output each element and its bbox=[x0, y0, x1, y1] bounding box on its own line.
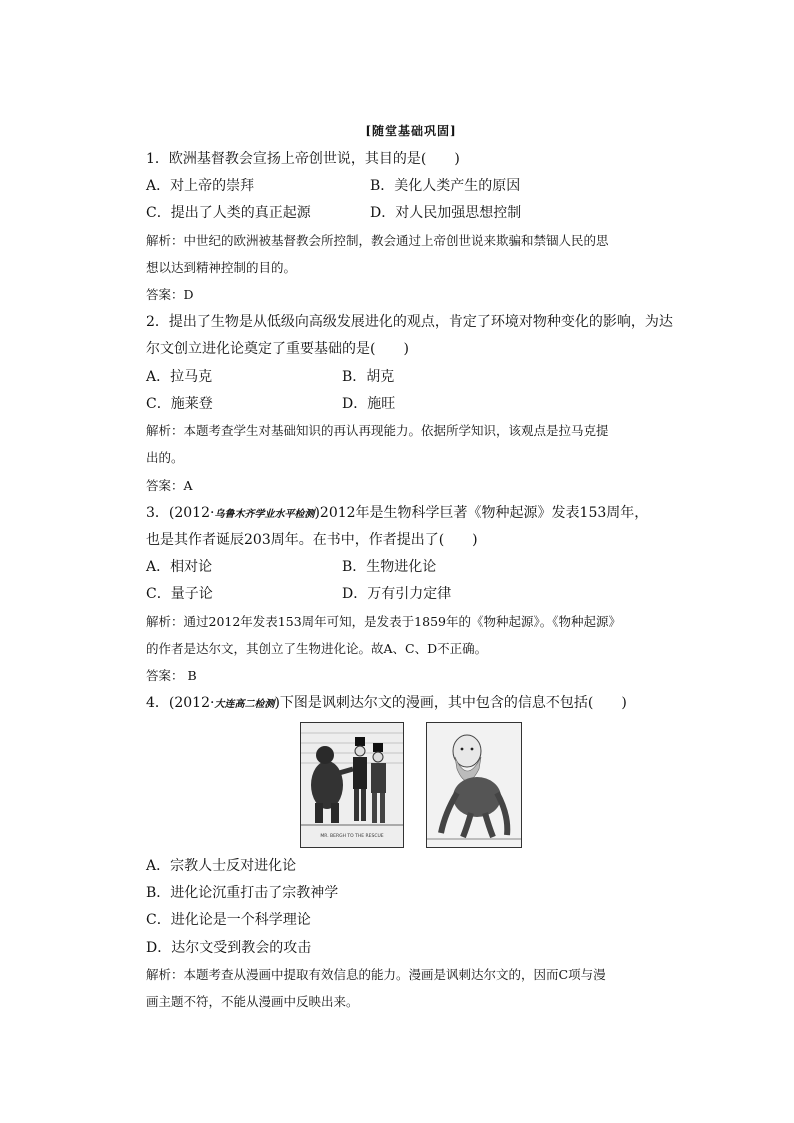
q4-option-d: D．达尔文受到教会的攻击 bbox=[146, 940, 312, 956]
q1-answer: 答案：D bbox=[146, 287, 194, 302]
q2-option-a: A．拉马克 bbox=[146, 369, 213, 385]
section-heading: [随堂基础巩固] bbox=[365, 124, 457, 138]
cartoon-gorilla-and-gentlemen bbox=[300, 722, 404, 848]
q1-option-a: A．对上帝的崇拜 bbox=[146, 178, 255, 194]
q1-analysis-line2: 想以达到精神控制的目的。 bbox=[146, 260, 297, 275]
q1-option-d: D．对人民加强思想控制 bbox=[370, 205, 522, 221]
q1-analysis-line1: 解析：中世纪的欧洲被基督教会所控制，教会通过上帝创世说来欺骗和禁锢人民的思 bbox=[146, 233, 609, 248]
q4-option-a: A．宗教人士反对进化论 bbox=[146, 858, 297, 874]
q1-option-b: B．美化人类产生的原因 bbox=[370, 178, 521, 194]
q2-analysis-line1: 解析：本题考查学生对基础知识的再认再现能力。依据所学知识，该观点是拉马克提 bbox=[146, 423, 609, 438]
q4-source: 大连高二检测 bbox=[214, 699, 275, 710]
q2-stem-line1: 2．提出了生物是从低级向高级发展进化的观点，肯定了环境对物种变化的影响，为达 bbox=[146, 314, 673, 330]
q2-option-c: C．施莱登 bbox=[146, 396, 213, 412]
q4-option-c: C．进化论是一个科学理论 bbox=[146, 912, 311, 928]
q4-stem-rest: )下图是讽刺达尔文的漫画，其中包含的信息不包括( ) bbox=[274, 695, 627, 711]
q4-analysis-line2: 画主题不符，不能从漫画中反映出来。 bbox=[146, 994, 359, 1009]
q3-option-a: A．相对论 bbox=[146, 559, 213, 575]
q2-analysis-line2: 出的。 bbox=[146, 450, 184, 465]
q4-analysis-line1: 解析：本题考查从漫画中提取有效信息的能力。漫画是讽刺达尔文的，因而C项与漫 bbox=[146, 967, 606, 982]
cartoon-caption: MR. BERGH TO THE RESCUE bbox=[320, 834, 384, 839]
q3-answer: 答案： B bbox=[146, 668, 197, 683]
q3-analysis-line1: 解析：通过2012年发表153周年可知，是发表于1859年的《物种起源》。《物种起源》 bbox=[146, 614, 621, 629]
q3-option-c: C．量子论 bbox=[146, 586, 213, 602]
q1-option-c: C．提出了人类的真正起源 bbox=[146, 205, 311, 221]
q3-option-b: B．生物进化论 bbox=[342, 559, 437, 575]
q3-stem-line2: 也是其作者诞辰203周年。在书中，作者提出了( ) bbox=[146, 532, 478, 548]
q3-stem-rest: )2012年是生物科学巨著《物种起源》发表153周年， bbox=[314, 505, 649, 521]
cartoon-darwin-ape bbox=[426, 722, 522, 848]
q4-prefix: 4．(2012· bbox=[146, 695, 215, 711]
q3-source: 乌鲁木齐学业水平检测 bbox=[214, 509, 315, 520]
q4-stem bbox=[146, 694, 627, 714]
q3-analysis-line2: 的作者是达尔文，其创立了生物进化论。故A、C、D不正确。 bbox=[146, 641, 488, 656]
q2-option-b: B．胡克 bbox=[342, 369, 395, 385]
q3-option-d: D．万有引力定律 bbox=[342, 586, 452, 602]
q2-option-d: D．施旺 bbox=[342, 396, 396, 412]
q2-answer: 答案：A bbox=[146, 478, 193, 493]
q4-option-b: B．进化论沉重打击了宗教神学 bbox=[146, 885, 339, 901]
darwin-cartoons-figure bbox=[300, 722, 530, 848]
q3-prefix: 3．(2012· bbox=[146, 505, 215, 521]
q2-stem-line2: 尔文创立进化论奠定了重要基础的是( ) bbox=[146, 341, 409, 357]
q3-stem-line1 bbox=[146, 504, 648, 524]
q1-stem: 1．欧洲基督教会宣扬上帝创世说，其目的是( ) bbox=[146, 151, 460, 167]
